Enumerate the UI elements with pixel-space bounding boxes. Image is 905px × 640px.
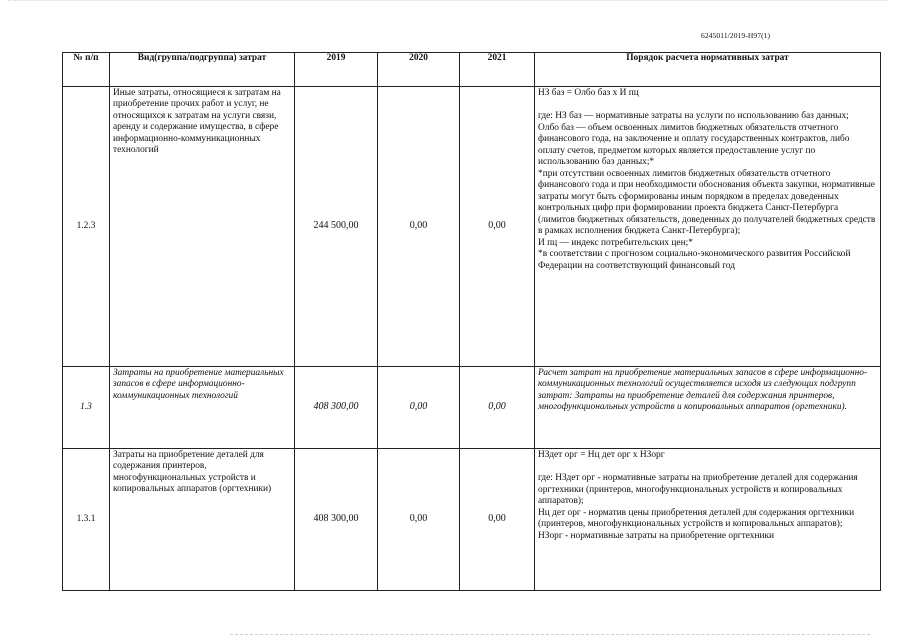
header-num: № п/п [63, 53, 110, 87]
scan-top-edge [8, 0, 888, 7]
calc-line: *при отсутствии освоенных лимитов бюджетных обязательств отчетного финансового года и при необходимости обоснования объекта закупки, нормативные затраты могут быть сформированы иным порядком в пределах доведенных контрольных цифр при формировании проекта бюджета Санкт-Петербурга (лимитов бюджетных обязательств, доведенных до получателей бюджетных средств в рамках исполнения бюджета Санкт-Петербурга); [538, 168, 876, 237]
row-num: 1.3.1 [63, 449, 110, 591]
row-value-2019: 408 300,00 [295, 449, 378, 591]
row-type: Затраты на приобретение материальных запасов в сфере информационно-коммуникационных технологий [110, 367, 295, 449]
calc-line: Нц дет орг - норматив цены приобретения деталей для содержания оргтехники (принтеров, многофункциональных устройств и копировальных аппаратов); [538, 507, 855, 530]
row-value-2021: 0,00 [460, 449, 535, 591]
header-2020: 2020 [378, 53, 460, 87]
calc-formula: НЗдет орг = Нц дет орг х НЗорг [538, 450, 665, 460]
scan-bottom-edge [230, 634, 870, 637]
header-type: Вид(группа/подгруппа) затрат [110, 53, 295, 87]
header-2019: 2019 [295, 53, 378, 87]
calc-line: где: НЗдет орг - нормативные затраты на приобретение деталей для содержания оргтехники (принтеров, многофункциональных устройств и копировальных аппаратов); [538, 473, 858, 507]
calc-line: *в соответствии с прогнозом социально-экономического развития Российской Федерации на соответствующий финансовый год [538, 249, 851, 271]
calc-line: где: НЗ баз — нормативные затраты на услуги по использованию баз данных; [538, 111, 849, 122]
calc-line: Олбо баз — объем освоенных лимитов бюджетных обязательств отчетного финансового года, на заключение и оплату государственных контрактов, либо оплату счетов, предметом которых является предоставление услуг по использованию баз данных;* [538, 122, 850, 168]
table-row [63, 87, 881, 367]
header-2021: 2021 [460, 53, 535, 87]
row-calc [535, 449, 881, 591]
row-type: Иные затраты, относящиеся к затратам на приобретение прочих работ и услуг, не относящихся к затратам на услуги связи, аренду и содержание имущества, в сфере информационно-коммуникационных технологий [110, 87, 295, 367]
calc-spacer [538, 99, 877, 111]
calc-formula: НЗ баз = Олбо баз х И пц [538, 88, 639, 98]
row-type: Затраты на приобретение деталей для содержания принтеров, многофункциональных устройств и копировальных аппаратов (оргтехники) [110, 449, 295, 591]
calc-line: НЗорг - нормативные затраты на приобретение оргтехники [538, 530, 775, 541]
calc-line: Расчет затрат на приобретение материальных запасов в сфере информационно-коммуникационных технологий осуществляется исходя из следующих подгрупп затрат: Затраты на приобретение деталей для содержания принтеров, многофункциональных устройств и копировальных аппаратов (оргтехники). [538, 368, 868, 413]
row-value-2020: 0,00 [378, 87, 460, 367]
row-value-2020: 0,00 [378, 367, 460, 449]
table-row [63, 367, 881, 449]
row-value-2019: 244 500,00 [295, 87, 378, 367]
document-number: 6245011/2019-Н97(1) [701, 31, 771, 40]
row-value-2021: 0,00 [460, 87, 535, 367]
header-row [63, 53, 881, 87]
calc-line: И пц — индекс потребительских цен;* [538, 237, 693, 248]
row-num: 1.3 [63, 367, 110, 449]
cost-table [62, 52, 881, 591]
table-row [63, 449, 881, 591]
calc-spacer [538, 461, 877, 473]
row-value-2019: 408 300,00 [295, 367, 378, 449]
row-calc [535, 87, 881, 367]
header-order: Порядок расчета нормативных затрат [535, 53, 881, 87]
row-calc [535, 367, 881, 449]
row-value-2020: 0,00 [378, 449, 460, 591]
row-num: 1.2.3 [63, 87, 110, 367]
row-value-2021: 0,00 [460, 367, 535, 449]
